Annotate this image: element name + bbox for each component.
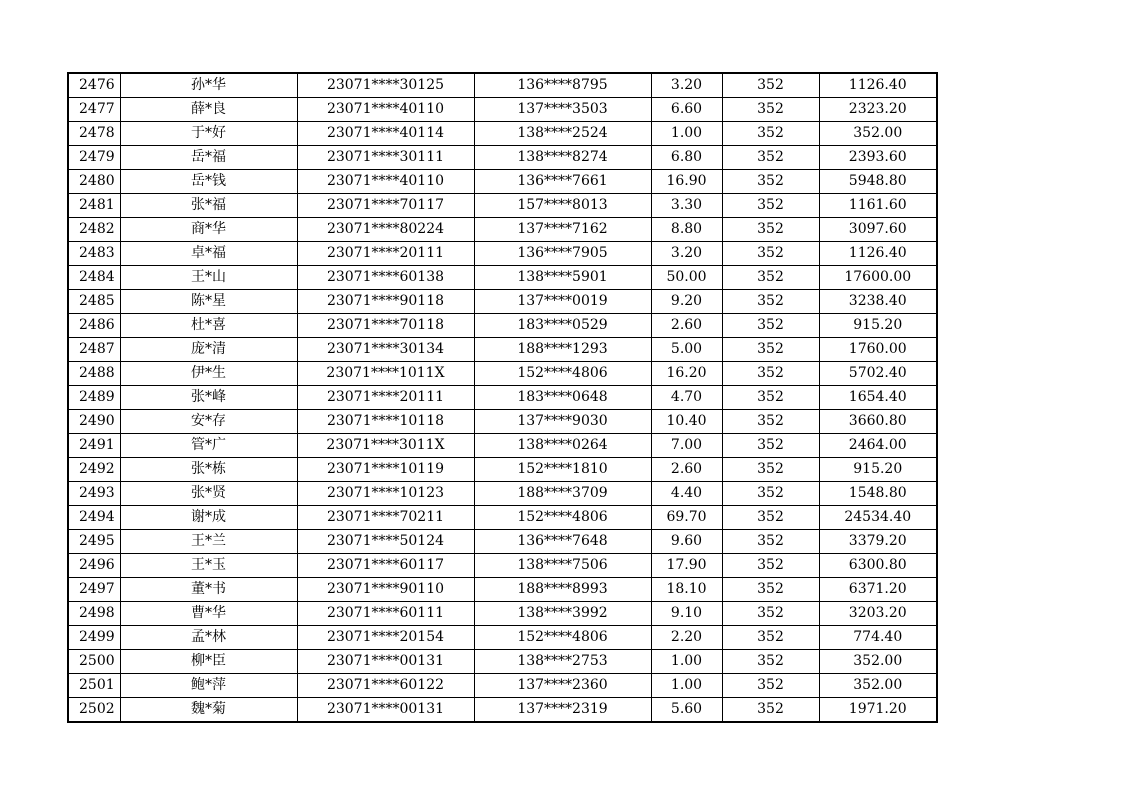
- unit-price-cell: 352: [722, 602, 819, 626]
- phone-cell: 138****7506: [474, 554, 651, 578]
- name-cell: 董*书: [120, 578, 297, 602]
- quantity-cell: 10.40: [651, 410, 722, 434]
- table-row: [68, 170, 937, 194]
- name-cell: 王*山: [120, 266, 297, 290]
- table-row: [68, 482, 937, 506]
- unit-price-cell: 352: [722, 458, 819, 482]
- unit-price-cell: 352: [722, 554, 819, 578]
- amount-cell: 3379.20: [819, 530, 937, 554]
- phone-cell: 136****7648: [474, 530, 651, 554]
- table-row: [68, 698, 937, 723]
- table-row: [68, 98, 937, 122]
- phone-cell: 188****1293: [474, 338, 651, 362]
- phone-cell: 138****2753: [474, 650, 651, 674]
- id-number-cell: 23071****70211: [297, 506, 474, 530]
- phone-cell: 136****8795: [474, 73, 651, 98]
- unit-price-cell: 352: [722, 73, 819, 98]
- row-number-cell: 2476: [68, 73, 120, 98]
- amount-cell: 3238.40: [819, 290, 937, 314]
- amount-cell: 1548.80: [819, 482, 937, 506]
- table-row: [68, 146, 937, 170]
- table-body: [68, 73, 937, 722]
- unit-price-cell: 352: [722, 146, 819, 170]
- unit-price-cell: 352: [722, 266, 819, 290]
- row-number-cell: 2482: [68, 218, 120, 242]
- id-number-cell: 23071****00131: [297, 650, 474, 674]
- id-number-cell: 23071****20154: [297, 626, 474, 650]
- quantity-cell: 4.70: [651, 386, 722, 410]
- row-number-cell: 2480: [68, 170, 120, 194]
- row-number-cell: 2494: [68, 506, 120, 530]
- id-number-cell: 23071****40114: [297, 122, 474, 146]
- id-number-cell: 23071****60111: [297, 602, 474, 626]
- unit-price-cell: 352: [722, 218, 819, 242]
- phone-cell: 152****4806: [474, 626, 651, 650]
- amount-cell: 1654.40: [819, 386, 937, 410]
- phone-cell: 138****3992: [474, 602, 651, 626]
- quantity-cell: 9.20: [651, 290, 722, 314]
- row-number-cell: 2492: [68, 458, 120, 482]
- id-number-cell: 23071****70118: [297, 314, 474, 338]
- amount-cell: 3660.80: [819, 410, 937, 434]
- phone-cell: 183****0529: [474, 314, 651, 338]
- phone-cell: 152****4806: [474, 362, 651, 386]
- quantity-cell: 3.20: [651, 73, 722, 98]
- row-number-cell: 2479: [68, 146, 120, 170]
- row-number-cell: 2499: [68, 626, 120, 650]
- name-cell: 管*广: [120, 434, 297, 458]
- name-cell: 张*峰: [120, 386, 297, 410]
- amount-cell: 1161.60: [819, 194, 937, 218]
- id-number-cell: 23071****40110: [297, 170, 474, 194]
- quantity-cell: 1.00: [651, 650, 722, 674]
- row-number-cell: 2491: [68, 434, 120, 458]
- table-row: [68, 650, 937, 674]
- table-row: [68, 194, 937, 218]
- unit-price-cell: 352: [722, 314, 819, 338]
- unit-price-cell: 352: [722, 506, 819, 530]
- table-row: [68, 602, 937, 626]
- table-row: [68, 530, 937, 554]
- quantity-cell: 16.90: [651, 170, 722, 194]
- unit-price-cell: 352: [722, 194, 819, 218]
- phone-cell: 188****8993: [474, 578, 651, 602]
- quantity-cell: 4.40: [651, 482, 722, 506]
- unit-price-cell: 352: [722, 650, 819, 674]
- unit-price-cell: 352: [722, 530, 819, 554]
- quantity-cell: 18.10: [651, 578, 722, 602]
- name-cell: 张*福: [120, 194, 297, 218]
- name-cell: 王*兰: [120, 530, 297, 554]
- table-row: [68, 314, 937, 338]
- id-number-cell: 23071****90118: [297, 290, 474, 314]
- quantity-cell: 16.20: [651, 362, 722, 386]
- table-row: [68, 626, 937, 650]
- table-row: [68, 434, 937, 458]
- quantity-cell: 5.00: [651, 338, 722, 362]
- table-row: [68, 362, 937, 386]
- amount-cell: 5702.40: [819, 362, 937, 386]
- id-number-cell: 23071****20111: [297, 386, 474, 410]
- phone-cell: 137****0019: [474, 290, 651, 314]
- quantity-cell: 69.70: [651, 506, 722, 530]
- name-cell: 柳*臣: [120, 650, 297, 674]
- amount-cell: 2323.20: [819, 98, 937, 122]
- name-cell: 杜*喜: [120, 314, 297, 338]
- id-number-cell: 23071****30125: [297, 73, 474, 98]
- phone-cell: 138****5901: [474, 266, 651, 290]
- name-cell: 魏*菊: [120, 698, 297, 723]
- name-cell: 鲍*萍: [120, 674, 297, 698]
- row-number-cell: 2501: [68, 674, 120, 698]
- id-number-cell: 23071****10119: [297, 458, 474, 482]
- row-number-cell: 2478: [68, 122, 120, 146]
- table-row: [68, 674, 937, 698]
- id-number-cell: 23071****60117: [297, 554, 474, 578]
- name-cell: 张*栋: [120, 458, 297, 482]
- phone-cell: 152****1810: [474, 458, 651, 482]
- unit-price-cell: 352: [722, 674, 819, 698]
- quantity-cell: 2.60: [651, 458, 722, 482]
- phone-cell: 137****3503: [474, 98, 651, 122]
- name-cell: 曹*华: [120, 602, 297, 626]
- row-number-cell: 2481: [68, 194, 120, 218]
- name-cell: 庞*清: [120, 338, 297, 362]
- unit-price-cell: 352: [722, 122, 819, 146]
- phone-cell: 137****7162: [474, 218, 651, 242]
- quantity-cell: 6.60: [651, 98, 722, 122]
- unit-price-cell: 352: [722, 578, 819, 602]
- phone-cell: 138****2524: [474, 122, 651, 146]
- name-cell: 王*玉: [120, 554, 297, 578]
- amount-cell: 2393.60: [819, 146, 937, 170]
- phone-cell: 137****2319: [474, 698, 651, 723]
- name-cell: 卓*福: [120, 242, 297, 266]
- id-number-cell: 23071****10123: [297, 482, 474, 506]
- id-number-cell: 23071****30111: [297, 146, 474, 170]
- amount-cell: 774.40: [819, 626, 937, 650]
- name-cell: 于*好: [120, 122, 297, 146]
- table-row: [68, 338, 937, 362]
- amount-cell: 1760.00: [819, 338, 937, 362]
- id-number-cell: 23071****60138: [297, 266, 474, 290]
- unit-price-cell: 352: [722, 434, 819, 458]
- name-cell: 陈*星: [120, 290, 297, 314]
- id-number-cell: 23071****50124: [297, 530, 474, 554]
- quantity-cell: 3.20: [651, 242, 722, 266]
- phone-cell: 152****4806: [474, 506, 651, 530]
- quantity-cell: 6.80: [651, 146, 722, 170]
- quantity-cell: 1.00: [651, 122, 722, 146]
- row-number-cell: 2486: [68, 314, 120, 338]
- amount-cell: 6371.20: [819, 578, 937, 602]
- name-cell: 伊*生: [120, 362, 297, 386]
- amount-cell: 1126.40: [819, 242, 937, 266]
- amount-cell: 1126.40: [819, 73, 937, 98]
- table-row: [68, 578, 937, 602]
- row-number-cell: 2502: [68, 698, 120, 723]
- id-number-cell: 23071****1011X: [297, 362, 474, 386]
- row-number-cell: 2497: [68, 578, 120, 602]
- row-number-cell: 2496: [68, 554, 120, 578]
- amount-cell: 24534.40: [819, 506, 937, 530]
- name-cell: 岳*钱: [120, 170, 297, 194]
- amount-cell: 352.00: [819, 650, 937, 674]
- row-number-cell: 2487: [68, 338, 120, 362]
- row-number-cell: 2495: [68, 530, 120, 554]
- table-row: [68, 73, 937, 98]
- table-row: [68, 386, 937, 410]
- unit-price-cell: 352: [722, 338, 819, 362]
- row-number-cell: 2500: [68, 650, 120, 674]
- table-row: [68, 242, 937, 266]
- data-table: [67, 72, 938, 723]
- phone-cell: 137****9030: [474, 410, 651, 434]
- amount-cell: 352.00: [819, 122, 937, 146]
- amount-cell: 3097.60: [819, 218, 937, 242]
- name-cell: 谢*成: [120, 506, 297, 530]
- quantity-cell: 1.00: [651, 674, 722, 698]
- row-number-cell: 2490: [68, 410, 120, 434]
- amount-cell: 6300.80: [819, 554, 937, 578]
- table-row: [68, 218, 937, 242]
- quantity-cell: 50.00: [651, 266, 722, 290]
- phone-cell: 136****7661: [474, 170, 651, 194]
- phone-cell: 183****0648: [474, 386, 651, 410]
- quantity-cell: 2.20: [651, 626, 722, 650]
- table-row: [68, 290, 937, 314]
- quantity-cell: 2.60: [651, 314, 722, 338]
- phone-cell: 157****8013: [474, 194, 651, 218]
- name-cell: 孙*华: [120, 73, 297, 98]
- name-cell: 岳*福: [120, 146, 297, 170]
- id-number-cell: 23071****10118: [297, 410, 474, 434]
- id-number-cell: 23071****40110: [297, 98, 474, 122]
- quantity-cell: 7.00: [651, 434, 722, 458]
- name-cell: 孟*林: [120, 626, 297, 650]
- id-number-cell: 23071****70117: [297, 194, 474, 218]
- row-number-cell: 2483: [68, 242, 120, 266]
- row-number-cell: 2493: [68, 482, 120, 506]
- amount-cell: 915.20: [819, 314, 937, 338]
- unit-price-cell: 352: [722, 362, 819, 386]
- name-cell: 张*贤: [120, 482, 297, 506]
- unit-price-cell: 352: [722, 626, 819, 650]
- quantity-cell: 8.80: [651, 218, 722, 242]
- phone-cell: 138****0264: [474, 434, 651, 458]
- row-number-cell: 2485: [68, 290, 120, 314]
- id-number-cell: 23071****80224: [297, 218, 474, 242]
- quantity-cell: 9.10: [651, 602, 722, 626]
- phone-cell: 137****2360: [474, 674, 651, 698]
- table-row: [68, 410, 937, 434]
- name-cell: 安*存: [120, 410, 297, 434]
- row-number-cell: 2477: [68, 98, 120, 122]
- amount-cell: 3203.20: [819, 602, 937, 626]
- table-row: [68, 122, 937, 146]
- table-row: [68, 458, 937, 482]
- row-number-cell: 2498: [68, 602, 120, 626]
- quantity-cell: 3.30: [651, 194, 722, 218]
- id-number-cell: 23071****30134: [297, 338, 474, 362]
- row-number-cell: 2489: [68, 386, 120, 410]
- unit-price-cell: 352: [722, 170, 819, 194]
- id-number-cell: 23071****3011X: [297, 434, 474, 458]
- id-number-cell: 23071****20111: [297, 242, 474, 266]
- table-row: [68, 266, 937, 290]
- unit-price-cell: 352: [722, 242, 819, 266]
- amount-cell: 17600.00: [819, 266, 937, 290]
- id-number-cell: 23071****90110: [297, 578, 474, 602]
- id-number-cell: 23071****00131: [297, 698, 474, 723]
- amount-cell: 352.00: [819, 674, 937, 698]
- phone-cell: 136****7905: [474, 242, 651, 266]
- unit-price-cell: 352: [722, 98, 819, 122]
- amount-cell: 915.20: [819, 458, 937, 482]
- id-number-cell: 23071****60122: [297, 674, 474, 698]
- amount-cell: 1971.20: [819, 698, 937, 723]
- quantity-cell: 9.60: [651, 530, 722, 554]
- quantity-cell: 5.60: [651, 698, 722, 723]
- unit-price-cell: 352: [722, 410, 819, 434]
- name-cell: 商*华: [120, 218, 297, 242]
- amount-cell: 2464.00: [819, 434, 937, 458]
- table-row: [68, 506, 937, 530]
- phone-cell: 138****8274: [474, 146, 651, 170]
- row-number-cell: 2488: [68, 362, 120, 386]
- unit-price-cell: 352: [722, 290, 819, 314]
- row-number-cell: 2484: [68, 266, 120, 290]
- quantity-cell: 17.90: [651, 554, 722, 578]
- amount-cell: 5948.80: [819, 170, 937, 194]
- unit-price-cell: 352: [722, 482, 819, 506]
- name-cell: 薛*良: [120, 98, 297, 122]
- table-row: [68, 554, 937, 578]
- unit-price-cell: 352: [722, 386, 819, 410]
- phone-cell: 188****3709: [474, 482, 651, 506]
- unit-price-cell: 352: [722, 698, 819, 723]
